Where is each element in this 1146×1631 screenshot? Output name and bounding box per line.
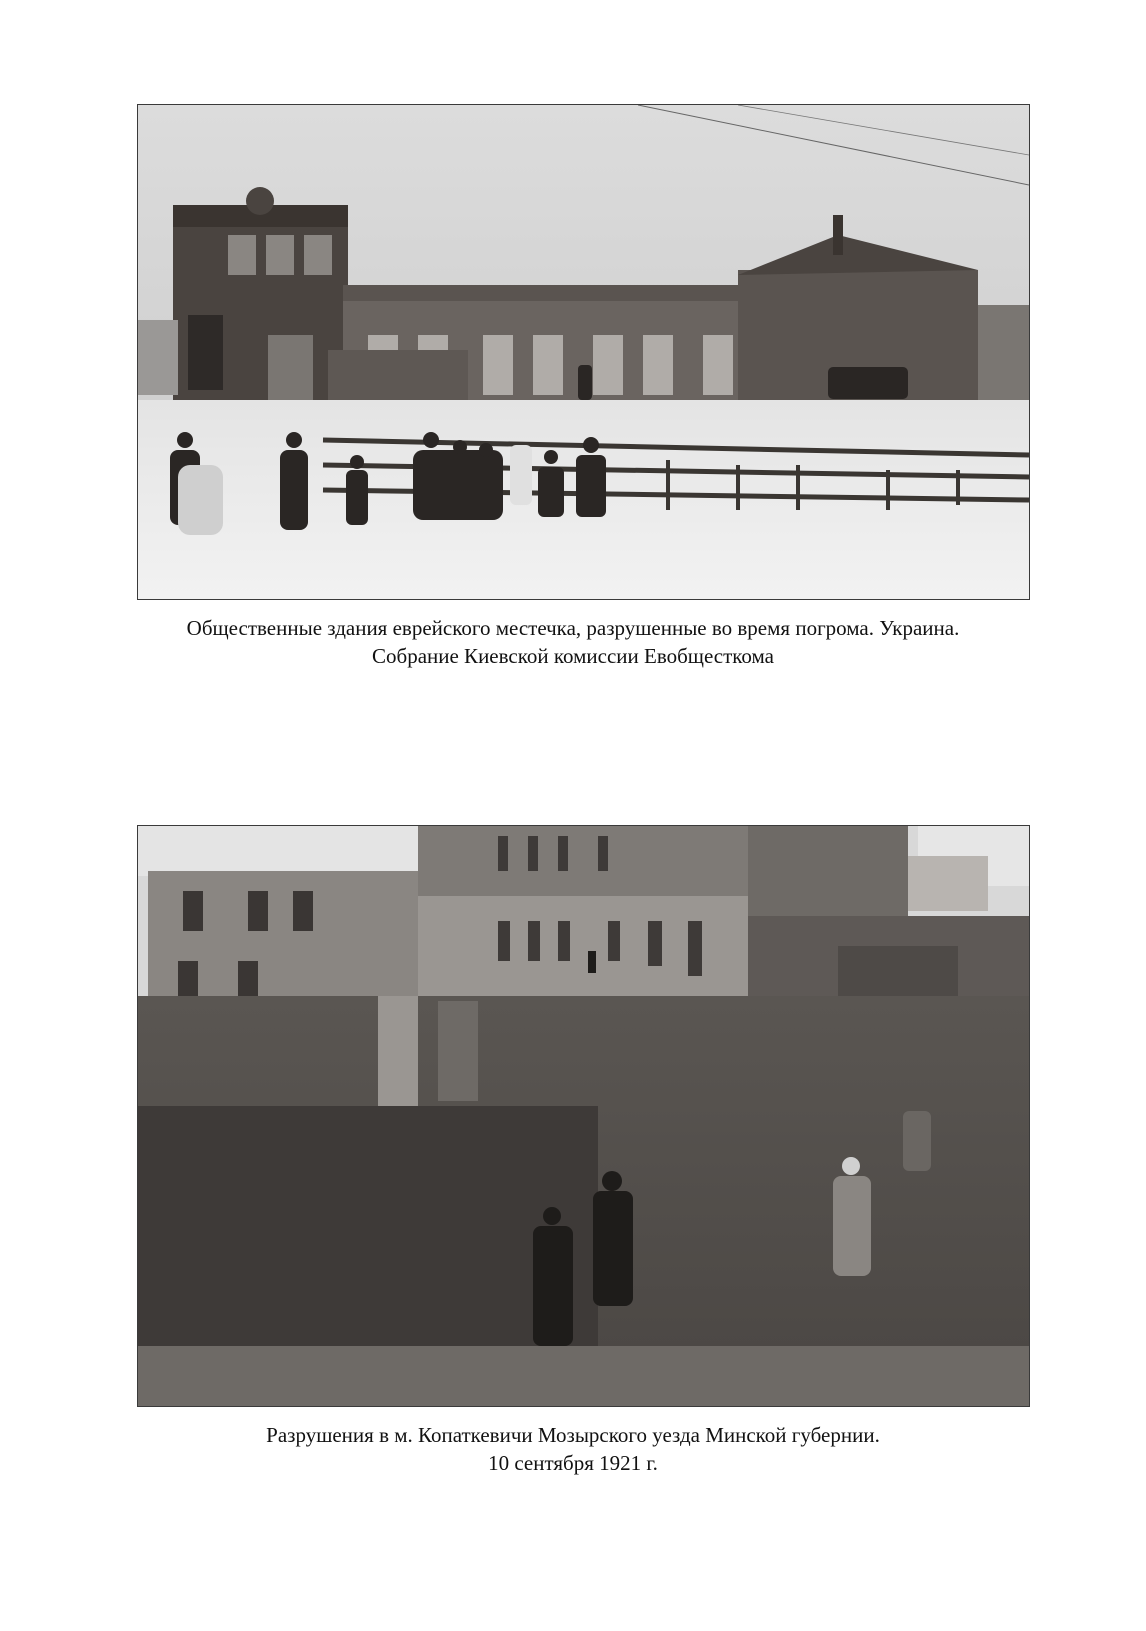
- photo-ruined-public-buildings: [137, 104, 1030, 600]
- photo-2-caption: [0, 1421, 1146, 1477]
- photo-1-image: [138, 105, 1029, 599]
- photo-kopatkevichi-ruins: [137, 825, 1030, 1407]
- photo-1-caption-line-1: Общественные здания еврейского местечка, разрушенные во время погрома. Украина.: [186, 616, 960, 640]
- photo-2-image: [138, 826, 1029, 1406]
- photo-2-caption-line-2: 10 сентября 1921 г.: [488, 1451, 658, 1475]
- photo-2-caption-line-1: Разрушения в м. Копаткевичи Мозырского уезда Минской губернии.: [266, 1423, 880, 1447]
- photo-1-caption: [0, 614, 1146, 670]
- photo-1-caption-line-2: Собрание Киевской комиссии Евобщесткома: [372, 644, 774, 668]
